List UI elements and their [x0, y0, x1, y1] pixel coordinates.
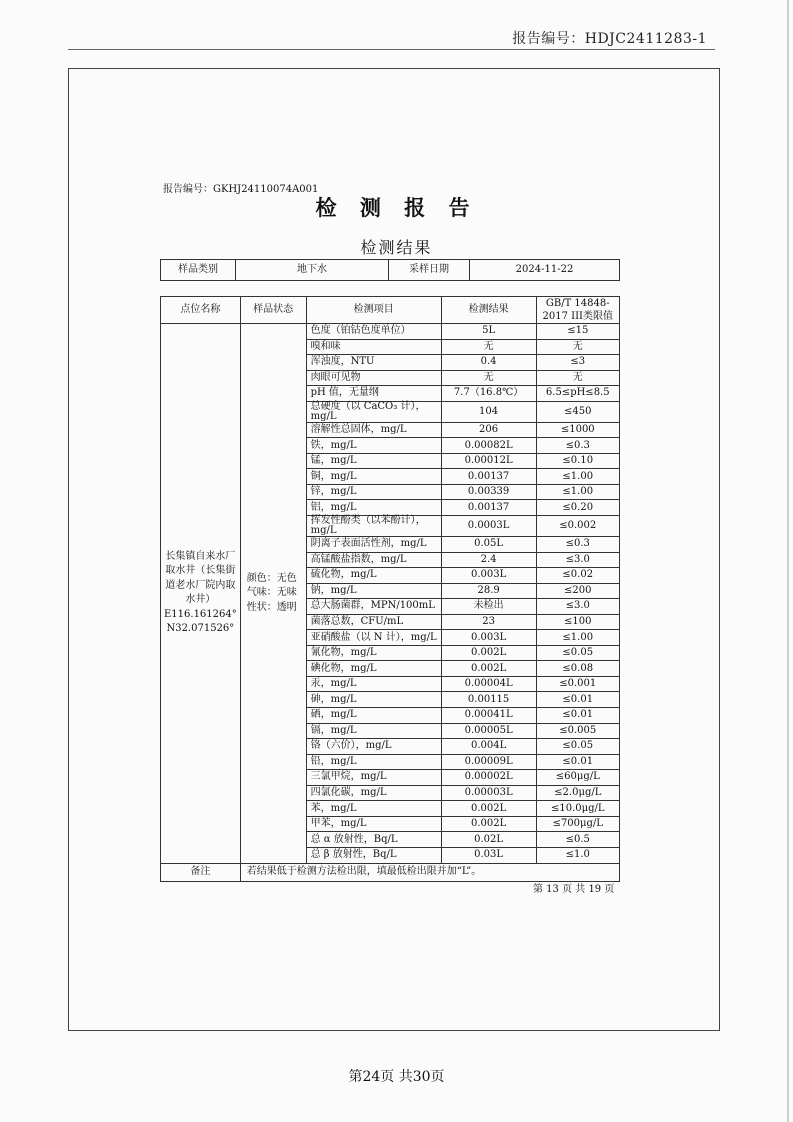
limit-cell: ≤0.01	[536, 754, 619, 770]
result-cell: 0.00082L	[441, 438, 536, 454]
note-row	[161, 863, 620, 881]
item-cell: 铜，mg/L	[306, 469, 441, 485]
limit-cell: ≤60μg/L	[536, 770, 619, 786]
result-cell: 0.002L	[441, 801, 536, 817]
item-cell: 总大肠菌群，MPN/100mL	[306, 599, 441, 615]
result-cell: 0.00003L	[441, 785, 536, 801]
limit-cell: ≤1.00	[536, 630, 619, 646]
sample-info-table	[160, 259, 620, 281]
site-line: 取水井（长集街	[165, 565, 236, 577]
limit-cell: ≤700μg/L	[536, 816, 619, 832]
limit-cell: ≤0.05	[536, 645, 619, 661]
note-text: 若结果低于检测方法检出限，填最低检出限并加“L”。	[240, 863, 619, 881]
limit-cell: ≤1000	[536, 422, 619, 438]
state-line: 性状：透明	[246, 601, 297, 613]
result-cell: 0.00137	[441, 469, 536, 485]
result-cell: 0.00137	[441, 500, 536, 516]
limit-cell: ≤100	[536, 614, 619, 630]
limit-cell: ≤0.002	[536, 516, 619, 537]
limit-cell: ≤0.3	[536, 537, 619, 553]
result-cell: 0.4	[441, 355, 536, 371]
results-table	[160, 296, 620, 882]
item-cell: 锰，mg/L	[306, 453, 441, 469]
limit-cell: ≤3.0	[536, 599, 619, 615]
item-cell: 钠，mg/L	[306, 583, 441, 599]
report-number: 报告编号：HDJC2411283-1	[512, 31, 707, 47]
item-cell: 挥发性酚类（以苯酚计），mg/L	[306, 516, 441, 537]
site-cell	[161, 324, 241, 864]
limit-cell: ≤0.05	[536, 739, 619, 755]
site-line: N32.071526°	[166, 623, 235, 635]
item-cell: 铁，mg/L	[306, 438, 441, 454]
sampling-date-value: 2024-11-22	[470, 260, 620, 281]
result-cell: 28.9	[441, 583, 536, 599]
result-cell: 2.4	[441, 552, 536, 568]
item-cell: 肉眼可见物	[306, 370, 441, 386]
item-cell: 亚硝酸盐（以 N 计），mg/L	[306, 630, 441, 646]
result-cell: 0.002L	[441, 816, 536, 832]
inner-report-number: 报告编号：GKHJ24110074A001	[163, 184, 319, 195]
result-cell: 5L	[441, 324, 536, 340]
limit-cell: ≤0.02	[536, 568, 619, 584]
result-cell: 0.00041L	[441, 708, 536, 724]
result-cell: 0.004L	[441, 739, 536, 755]
state-line: 颜色：无色	[246, 572, 297, 584]
item-cell: 四氯化碳，mg/L	[306, 785, 441, 801]
page-edge	[787, 0, 789, 1122]
result-cell: 7.7（16.8℃）	[441, 386, 536, 402]
limit-cell: 无	[536, 370, 619, 386]
limit-cell: ≤1.00	[536, 469, 619, 485]
item-cell: 阴离子表面活性剂，mg/L	[306, 537, 441, 553]
header-rule	[68, 49, 715, 50]
result-cell: 0.0003L	[441, 516, 536, 537]
limit-cell: ≤0.01	[536, 708, 619, 724]
limit-cell: ≤10.0μg/L	[536, 801, 619, 817]
item-cell: 嗅和味	[306, 339, 441, 355]
col-site: 点位名称	[161, 297, 241, 324]
result-cell: 无	[441, 339, 536, 355]
limit-cell: ≤3.0	[536, 552, 619, 568]
limit-cell: ≤2.0μg/L	[536, 785, 619, 801]
result-cell: 0.02L	[441, 832, 536, 848]
item-cell: 铅，mg/L	[306, 754, 441, 770]
result-cell: 0.00002L	[441, 770, 536, 786]
sampling-date-label: 采样日期	[389, 260, 470, 281]
item-cell: 甲苯，mg/L	[306, 816, 441, 832]
item-cell: 硫化物，mg/L	[306, 568, 441, 584]
result-cell: 无	[441, 370, 536, 386]
item-cell: 高锰酸盐指数，mg/L	[306, 552, 441, 568]
sample-type-label: 样品类别	[161, 260, 236, 281]
limit-cell: ≤450	[536, 401, 619, 422]
limit-cell: ≤15	[536, 324, 619, 340]
limit-cell: ≤1.00	[536, 484, 619, 500]
item-cell: 氰化物，mg/L	[306, 645, 441, 661]
limit-cell: ≤0.01	[536, 692, 619, 708]
section-title: 检测结果	[360, 238, 433, 257]
col-result: 检测结果	[441, 297, 536, 324]
limit-cell: 6.5≤pH≤8.5	[536, 386, 619, 402]
limit-cell: ≤0.20	[536, 500, 619, 516]
site-line: E116.161264°	[164, 608, 237, 620]
sample-type-value: 地下水	[236, 260, 389, 281]
report-title: 检 测 报 告	[315, 196, 478, 220]
limit-cell: ≤200	[536, 583, 619, 599]
item-cell: 三氯甲烷，mg/L	[306, 770, 441, 786]
item-cell: 浑浊度，NTU	[306, 355, 441, 371]
item-cell: 菌落总数，CFU/mL	[306, 614, 441, 630]
inner-page-number: 第 13 页 共 19 页	[533, 884, 615, 895]
item-cell: 溶解性总固体，mg/L	[306, 422, 441, 438]
item-cell: 镉，mg/L	[306, 723, 441, 739]
table-row	[161, 324, 620, 340]
item-cell: 总 β 放射性，Bq/L	[306, 847, 441, 863]
site-line: 长集镇自来水厂	[165, 550, 236, 562]
result-cell: 0.002L	[441, 661, 536, 677]
result-cell: 206	[441, 422, 536, 438]
item-cell: 总硬度（以 CaCO₃ 计），mg/L	[306, 401, 441, 422]
result-cell: 未检出	[441, 599, 536, 615]
item-cell: 碘化物，mg/L	[306, 661, 441, 677]
note-label: 备注	[161, 863, 241, 881]
result-cell: 0.002L	[441, 645, 536, 661]
limit-cell: ≤1.0	[536, 847, 619, 863]
col-limit: GB/T 14848-2017 III类限值	[536, 297, 619, 324]
footer-page-number: 第24页 共30页	[348, 1069, 445, 1085]
result-cell: 0.00004L	[441, 676, 536, 692]
result-cell: 0.03L	[441, 847, 536, 863]
item-cell: 苯，mg/L	[306, 801, 441, 817]
limit-cell: ≤0.10	[536, 453, 619, 469]
state-line: 气味：无味	[246, 587, 297, 598]
result-cell: 0.05L	[441, 537, 536, 553]
item-cell: 色度（铂钴色度单位）	[306, 324, 441, 340]
item-cell: pH 值，无量纲	[306, 386, 441, 402]
item-cell: 铝，mg/L	[306, 500, 441, 516]
limit-cell: ≤0.5	[536, 832, 619, 848]
item-cell: 总 α 放射性，Bq/L	[306, 832, 441, 848]
limit-cell: ≤0.08	[536, 661, 619, 677]
result-cell: 0.00115	[441, 692, 536, 708]
result-cell: 104	[441, 401, 536, 422]
result-cell: 0.00012L	[441, 453, 536, 469]
result-cell: 23	[441, 614, 536, 630]
limit-cell: ≤0.3	[536, 438, 619, 454]
item-cell: 硒，mg/L	[306, 708, 441, 724]
item-cell: 砷，mg/L	[306, 692, 441, 708]
item-cell: 铬（六价），mg/L	[306, 739, 441, 755]
results-header-row	[161, 297, 620, 324]
limit-cell: ≤0.005	[536, 723, 619, 739]
limit-cell: ≤0.001	[536, 676, 619, 692]
col-item: 检测项目	[306, 297, 441, 324]
item-cell: 锌，mg/L	[306, 484, 441, 500]
result-cell: 0.003L	[441, 630, 536, 646]
result-cell: 0.00339	[441, 484, 536, 500]
item-cell: 汞，mg/L	[306, 676, 441, 692]
limit-cell: 无	[536, 339, 619, 355]
col-state: 样品状态	[240, 297, 306, 324]
result-cell: 0.00009L	[441, 754, 536, 770]
result-cell: 0.003L	[441, 568, 536, 584]
sample-state-cell	[240, 324, 306, 864]
result-cell: 0.00005L	[441, 723, 536, 739]
site-line: 水井）	[185, 594, 216, 606]
site-line: 道老水厂院内取	[165, 579, 236, 591]
limit-cell: ≤3	[536, 355, 619, 371]
